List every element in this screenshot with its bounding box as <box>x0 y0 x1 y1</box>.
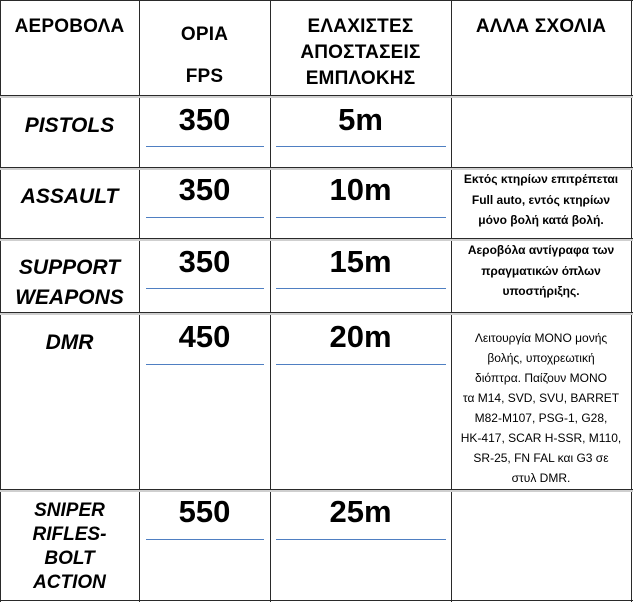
category-assault <box>0 182 139 212</box>
category-label: DMR <box>45 331 94 354</box>
note-line: M82-M107, PSG-1, G28, <box>474 411 608 425</box>
note-line: Αεροβόλα αντίγραφα των <box>467 243 615 257</box>
fps-value <box>139 494 270 530</box>
category-support-weapons <box>0 253 139 313</box>
row-divider-shadow <box>0 96 633 98</box>
note-line: Λειτουργία ΜΟΝΟ μονής <box>474 331 608 345</box>
note-line: στυλ DMR. <box>511 471 571 485</box>
category-pistols <box>0 111 139 141</box>
underline <box>276 539 446 540</box>
note-line: διόπτρα. Παίζουν ΜΟΝΟ <box>475 371 607 385</box>
note-line: υποστήριξης. <box>502 284 580 298</box>
header-distance <box>270 14 451 92</box>
header-weapons-label: ΑΕΡΟΒΟΛΑ <box>14 16 125 37</box>
fps-value-text: 350 <box>178 172 231 207</box>
fps-value-text: 450 <box>178 319 231 354</box>
header-notes-label: ΑΛΛΑ ΣΧΟΛΙΑ <box>475 16 607 37</box>
note-line: Εκτός κτηρίων επιτρέπεται <box>463 172 619 186</box>
distance-value <box>270 102 451 138</box>
fps-value <box>139 319 270 355</box>
category-label: SNIPER <box>34 500 105 521</box>
note-line: μόνο βολή κατά βολή. <box>478 213 604 227</box>
category-label: PISTOLS <box>24 114 115 137</box>
underline <box>146 364 264 365</box>
note-line: πραγματικών όπλων <box>481 263 601 278</box>
note-assault <box>451 169 631 231</box>
table-border-right <box>631 0 632 602</box>
fps-value <box>139 244 270 280</box>
underline <box>276 364 446 365</box>
distance-value <box>270 244 451 280</box>
header-fps <box>139 14 270 98</box>
table-border-top <box>0 0 633 1</box>
underline <box>276 288 446 289</box>
distance-value-text: 5m <box>338 102 383 137</box>
note-support-weapons <box>451 240 631 302</box>
distance-value-text: 15m <box>329 244 392 279</box>
underline <box>146 539 264 540</box>
distance-value <box>270 494 451 530</box>
note-line: τα M14, SVD, SVU, BARRET <box>462 391 620 405</box>
header-notes <box>451 14 631 40</box>
underline <box>276 217 446 218</box>
header-fps-line1: ΟΡΙΑ <box>180 24 229 45</box>
fps-value <box>139 102 270 138</box>
header-distance-line3: ΕΜΠΛΟΚΗΣ <box>305 68 416 89</box>
note-dmr <box>451 328 631 488</box>
distance-value <box>270 319 451 355</box>
fps-value-text: 350 <box>178 244 231 279</box>
category-label: BOLT <box>44 548 95 569</box>
distance-value-text: 10m <box>329 172 392 207</box>
note-line: βολής, υποχρεωτική <box>487 351 595 365</box>
header-weapons <box>0 14 139 40</box>
category-label: SUPPORT <box>18 256 121 279</box>
row-divider-shadow <box>0 490 633 492</box>
underline <box>146 146 264 147</box>
fps-value-text: 350 <box>178 102 231 137</box>
table-border-bottom <box>0 600 633 601</box>
category-dmr <box>0 328 139 358</box>
category-label: RIFLES- <box>32 524 107 545</box>
underline <box>146 217 264 218</box>
underline <box>146 288 264 289</box>
header-fps-line2: FPS <box>185 66 224 87</box>
category-label: ACTION <box>33 572 106 593</box>
category-label: ASSAULT <box>20 185 119 208</box>
category-label: WEAPONS <box>15 286 124 309</box>
note-line: Full auto, εντός κτηρίων <box>471 192 611 207</box>
note-line: SR-25, FN FAL και G3 σε <box>473 451 609 465</box>
row-divider-shadow <box>0 313 633 315</box>
distance-value-text: 25m <box>329 494 392 529</box>
fps-value-text: 550 <box>178 494 231 529</box>
header-distance-line1: ΕΛΑΧΙΣΤΕΣ <box>307 16 414 37</box>
note-line: HK-417, SCAR H-SSR, M110, <box>460 431 622 445</box>
header-distance-line2: ΑΠΟΣΤΑΣΕΙΣ <box>300 42 421 63</box>
category-sniper-rifles <box>0 499 139 595</box>
underline <box>276 146 446 147</box>
distance-value <box>270 172 451 208</box>
distance-value-text: 20m <box>329 319 392 354</box>
fps-value <box>139 172 270 208</box>
